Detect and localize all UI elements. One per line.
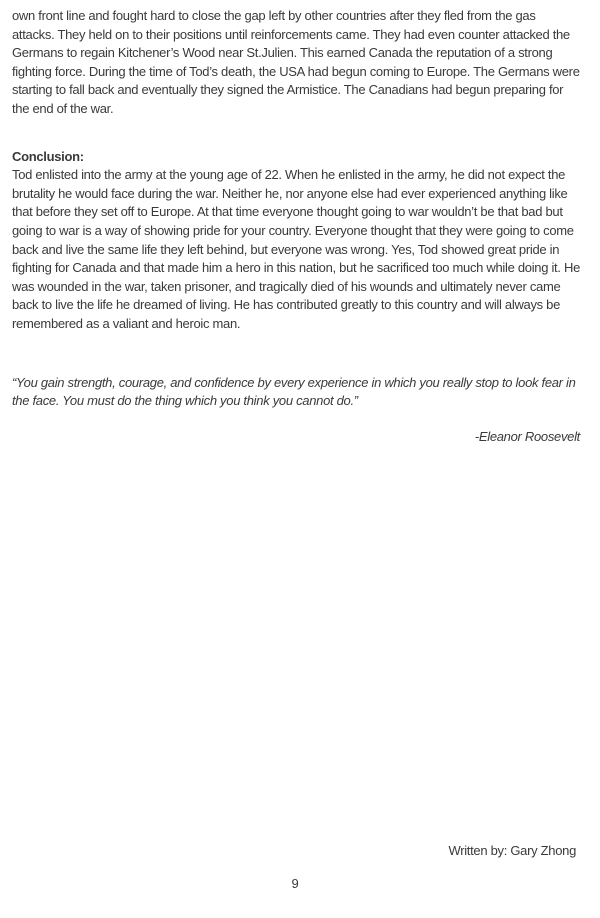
conclusion-paragraph: Tod enlisted into the army at the young age of 22. When he enlisted in the army, he did not expect the brutality he would face during the war. Neither he, nor anyone else had ever experienced anything like that before they set off to Europe. At that time everyone thought going to war wouldn’t be that bad but going to war is a way of showing pride for your country. Everyone thought that they were going to come back and live the same life they left behind, but everyone was wrong. Yes, Tod showed great pride in fighting for Canada and that made him a hero in this nation, but he sacrificed too much while doing it. He was wounded in the war, taken prisoner, and tragically died of his wounds and ultimately never came back to live the life he dreamed of living. He has contributed greatly to this country and will always be remembered as a valiant and heroic man. <box>12 167 580 331</box>
page-number: 9 <box>291 876 299 891</box>
conclusion-heading: Conclusion: <box>12 148 84 164</box>
written-by-credit: Written by: Gary Zhong <box>448 843 576 858</box>
quote-attribution: -Eleanor Roosevelt <box>474 428 580 444</box>
document-content <box>12 7 580 446</box>
quote-text: “You gain strength, courage, and confidence by every experience in which you really stop to look fear in the face. You must do the thing which you think you cannot do.” <box>12 374 576 409</box>
paragraph-continuation: own front line and fought hard to close the gap left by other countries after they fled from the gas attacks. They held on to their positions until reinforcements came. They had even counter attacked the Germans to regain Kitchener’s Wood near St.Julien. This earned Canada the reputation of a strong fighting force. During the time of Tod’s death, the USA had begun coming to Europe. The Germans were starting to fall back and eventually they signed the Armistice. The Canadians had begun preparing for the end of the war. <box>12 8 580 116</box>
